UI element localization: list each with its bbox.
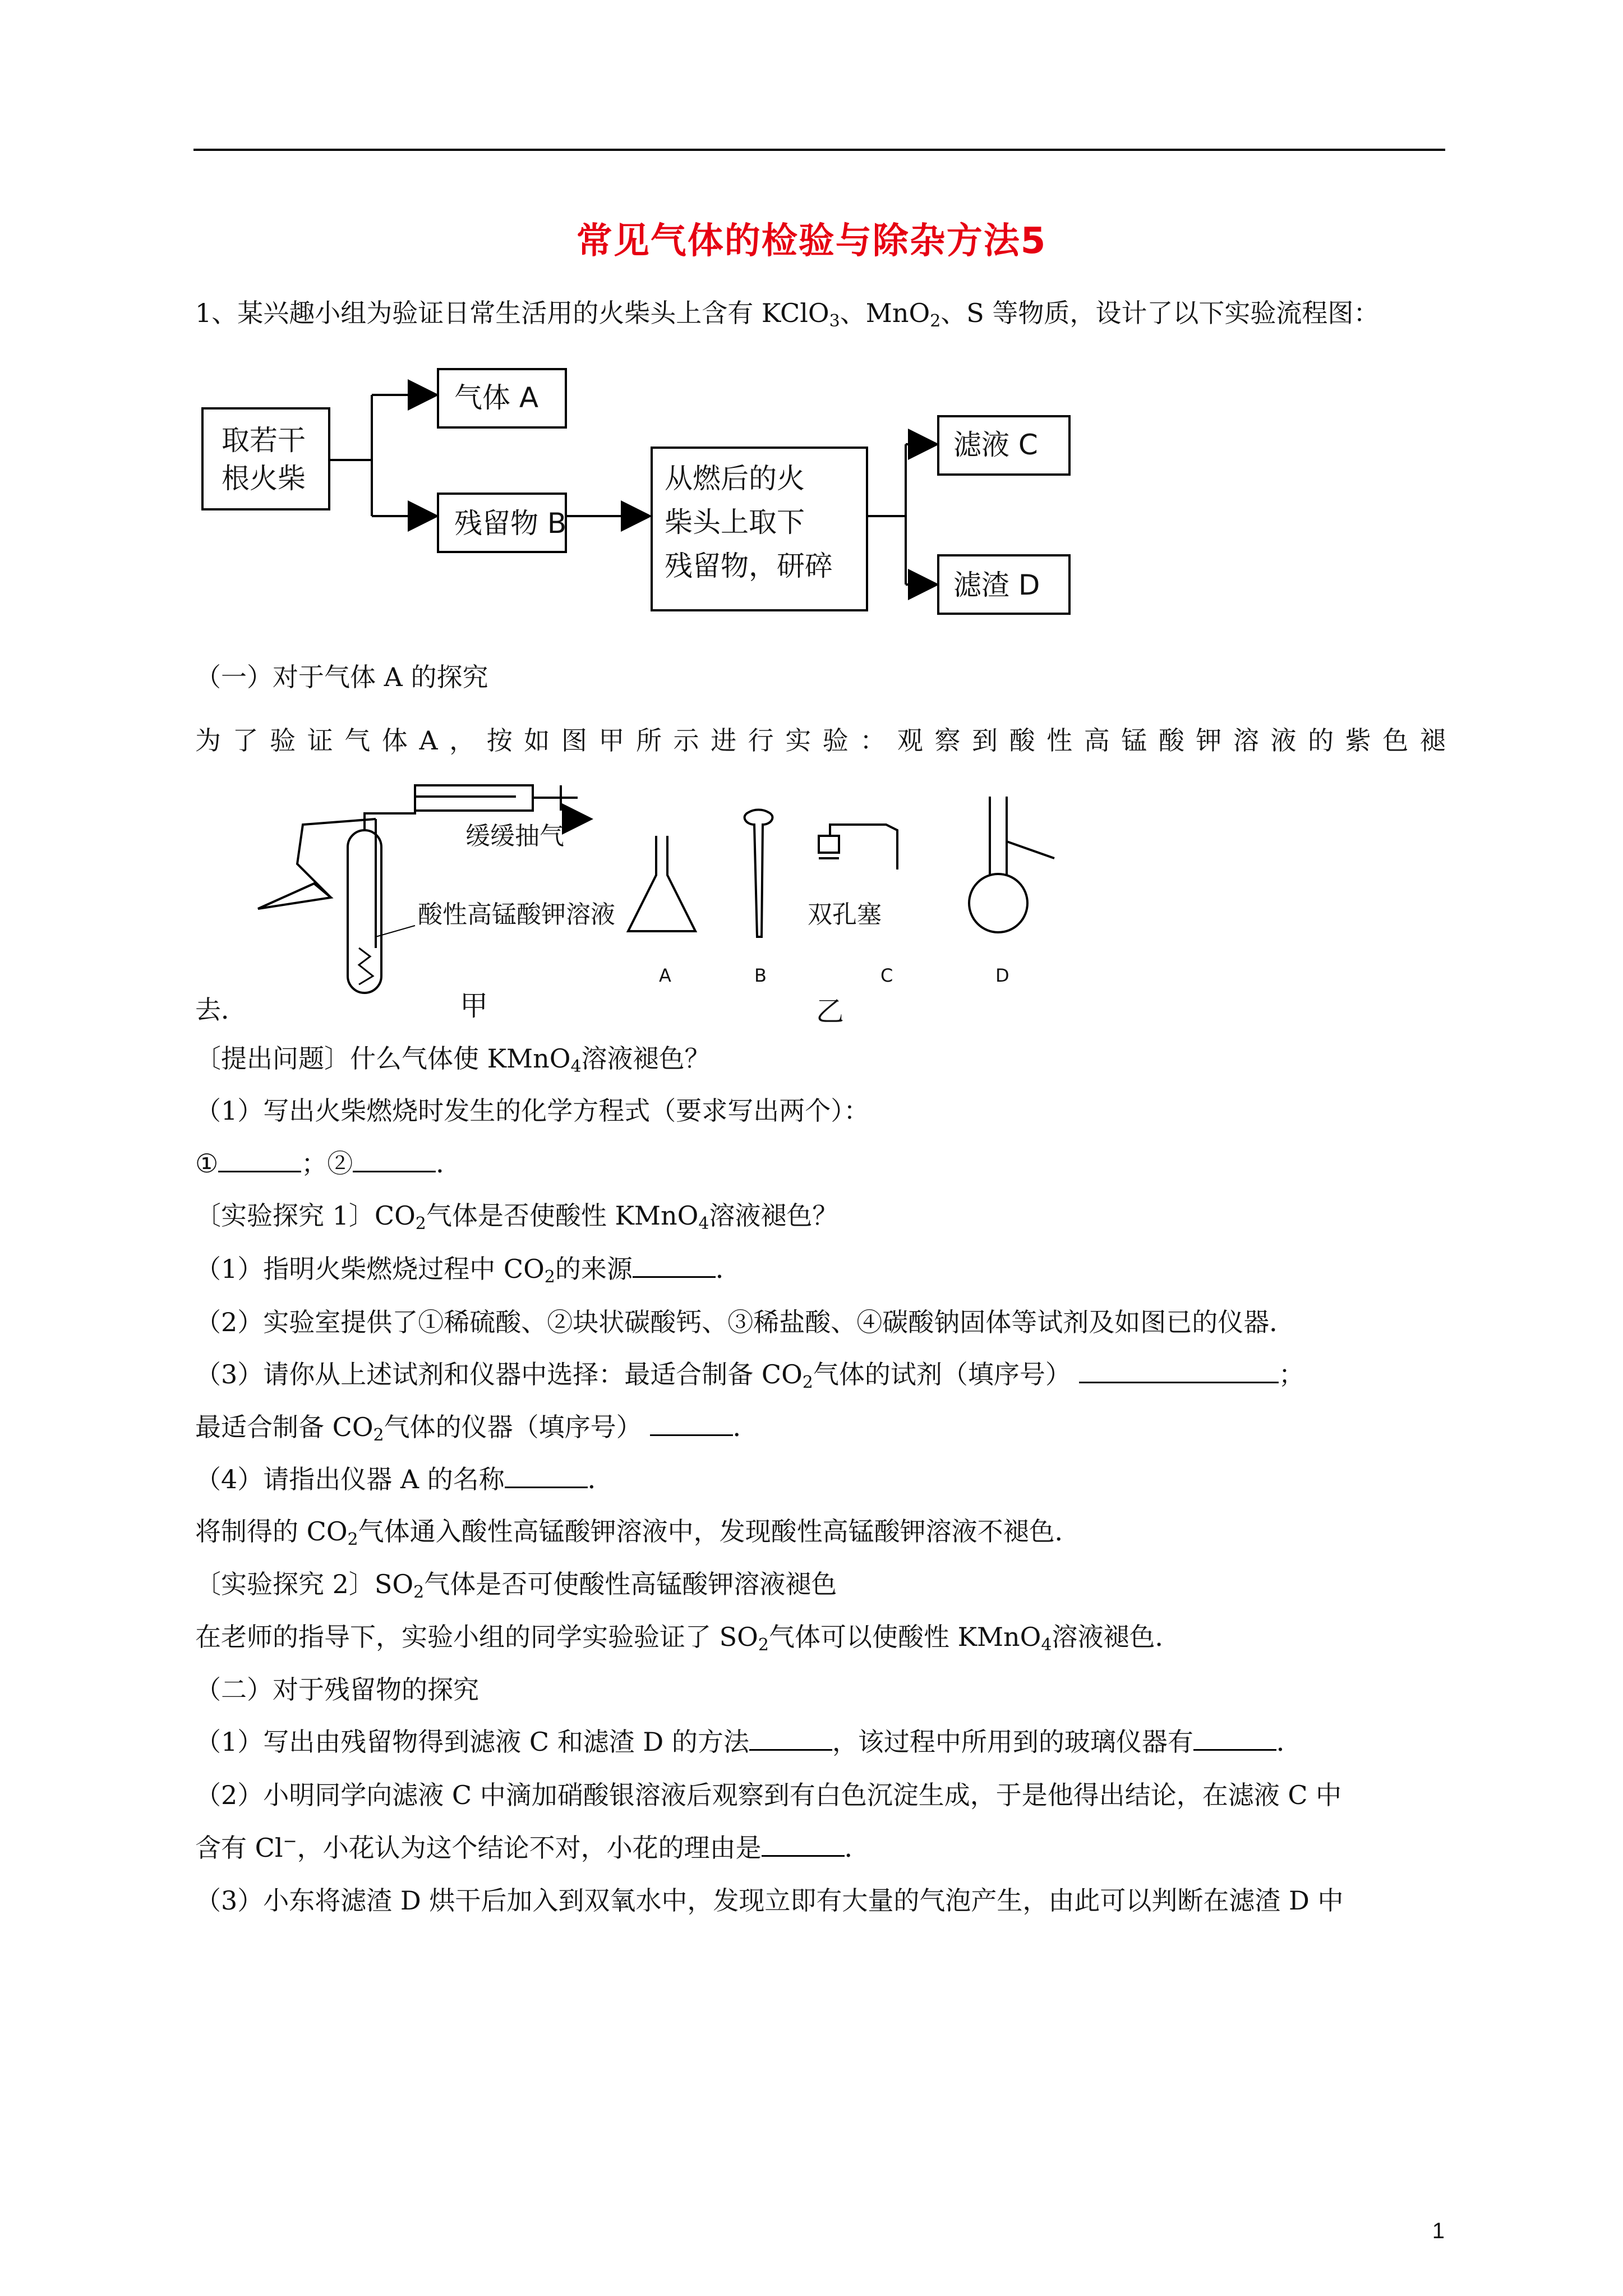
answer-blank-2[interactable] — [353, 1146, 436, 1172]
page-title: 常见气体的检验与除杂方法5 — [576, 220, 1047, 262]
intro-char: 示 — [673, 725, 699, 756]
apparatus-a-flask — [628, 836, 695, 931]
intro-char: 了 — [232, 725, 259, 756]
page-number: 1 — [1432, 2219, 1445, 2243]
intro-char: 验 — [270, 725, 296, 756]
flow-gas-label: 气体 A — [454, 381, 539, 414]
intro-char: ， — [449, 725, 476, 756]
intro-char: 酸 — [1158, 725, 1184, 756]
section-2-q3: （3）小东将滤渣 D 烘干后加入到双氧水中，发现立即有大量的气泡产生，由此可以判断在滤渣 D 中 — [195, 1885, 1344, 1916]
apparatus-c-stopper — [819, 836, 839, 853]
intro-char: 图 — [561, 725, 587, 756]
explore-1-q2: （2）实验室提供了①稀硫酸、②块状碳酸钙、③稀盐酸、④碳酸钠固体等试剂及如图已的仪器． — [195, 1307, 1295, 1337]
experiment-flowchart — [199, 353, 1096, 634]
section-1-intro — [195, 723, 1446, 758]
intro-char: 到 — [972, 725, 998, 756]
question-1-intro: 1、某兴趣小组为验证日常生活用的火柴头上含有 KClO$_3$、MnO$_2$、S 等物质，设计了以下实验流程图： — [195, 298, 1380, 331]
intro-char: 如 — [524, 725, 550, 756]
intro-char: 紫 — [1345, 725, 1371, 756]
intro-char: ： — [860, 725, 886, 756]
intro-char: A — [419, 725, 438, 756]
question-1-1-blanks: ① ；② ． — [195, 1145, 1446, 1181]
intro-char: 的 — [1308, 725, 1334, 756]
intro-char: 行 — [748, 725, 774, 756]
intro-char: 高 — [1083, 725, 1110, 756]
flow-start-line1: 取若干 — [222, 424, 306, 457]
pose-question: 〔提出问题〕什么气体使 KMnO$_4$溶液褪色？ — [195, 1043, 711, 1076]
syringe-barrel — [415, 785, 533, 811]
section-1-heading: （一）对于气体 A 的探究 — [195, 662, 488, 692]
intro-char: 钾 — [1196, 725, 1222, 756]
section-2-heading: （二）对于残留物的探究 — [195, 1674, 479, 1705]
answer-blank-1[interactable] — [218, 1146, 301, 1172]
section-1-intro-end: 去． — [195, 995, 247, 1025]
intro-char: 验 — [822, 725, 849, 756]
intro-char: 体 — [381, 725, 408, 756]
answer-blank-method[interactable] — [749, 1724, 832, 1751]
label-solution: 酸性高锰酸钾溶液 — [418, 900, 615, 929]
intro-char: 色 — [1382, 725, 1409, 756]
intro-char: 气 — [344, 725, 371, 756]
intro-char: 酸 — [1009, 725, 1035, 756]
intro-char: 溶 — [1233, 725, 1259, 756]
intro-char: 为 — [195, 725, 221, 756]
explore-1-note: 将制得的 $CO_2$气体通入酸性高锰酸钾溶液中，发现酸性高锰酸钾溶液不褪色． — [195, 1516, 1081, 1549]
apparatus-figure — [247, 763, 1166, 1027]
intro-char: 观 — [897, 725, 923, 756]
intro-char: 察 — [934, 725, 961, 756]
caption-jia: 甲 — [460, 990, 488, 1022]
flow-filtrate-label: 滤液 C — [953, 429, 1038, 461]
flow-residue-label: 残留物 B — [454, 507, 567, 540]
apparatus-d-flask — [969, 874, 1027, 932]
apparatus-b-funnel — [745, 810, 773, 937]
answer-blank-reagent[interactable] — [1079, 1357, 1279, 1383]
caption-d: D — [995, 965, 1009, 986]
intro-char: 锰 — [1121, 725, 1147, 756]
answer-blank-apparatus-a[interactable] — [505, 1462, 588, 1488]
answer-blank-glassware[interactable] — [1193, 1724, 1276, 1751]
answer-blank-instrument[interactable] — [650, 1410, 733, 1436]
label-pull-slowly: 缓缓抽气 — [465, 822, 564, 850]
explore-1-q4: （4）请指出仪器 A 的名称 ． — [195, 1461, 1446, 1497]
explore-2-heading: 〔实验探究 2〕$SO_2$气体是否可使酸性高锰酸钾溶液褪色 — [195, 1569, 837, 1602]
explore-1-q3b: 最适合制备 $CO_2$气体的仪器（填序号） ． — [195, 1409, 1446, 1445]
solution-hatch — [359, 948, 373, 984]
header-rule — [193, 149, 1445, 151]
flow-start-line2: 根火柴 — [222, 462, 306, 495]
label-two-hole-stopper: 双孔塞 — [808, 900, 882, 929]
intro-char: 实 — [785, 725, 811, 756]
intro-char: 性 — [1046, 725, 1073, 756]
explore-1-q3: （3）请你从上述试剂和仪器中选择：最适合制备 $CO_2$气体的试剂（填序号） ； — [195, 1356, 1446, 1392]
intro-char: 褪 — [1419, 725, 1446, 756]
flow-filter-residue-label: 滤渣 D — [953, 569, 1040, 601]
intro-char: 液 — [1270, 725, 1297, 756]
answer-blank-co2-source[interactable] — [633, 1251, 716, 1278]
flow-process-line1: 从燃后的火 — [665, 462, 805, 495]
intro-char: 按 — [486, 725, 513, 756]
explore-1-q1: （1）指明火柴燃烧过程中 $CO_2$的来源 ． — [195, 1251, 1446, 1287]
explore-2-note: 在老师的指导下，实验小组的同学实验验证了 $SO_2$气体可以使酸性 KMnO$_4$溶液褪色． — [195, 1622, 1181, 1655]
section-2-q2-line2: 含有 Cl−，小花认为这个结论不对，小花的理由是 ． — [195, 1832, 870, 1863]
caption-b: B — [754, 965, 767, 986]
intro-char: 证 — [307, 725, 333, 756]
explore-1-heading: 〔实验探究 1〕$CO_2$气体是否使酸性 KMnO$_4$溶液褪色？ — [195, 1200, 838, 1234]
flow-process-line2: 柴头上取下 — [665, 506, 805, 539]
question-1-1: （1）写出火柴燃烧时发生的化学方程式（要求写出两个）： — [195, 1096, 870, 1126]
caption-a: A — [659, 965, 671, 986]
caption-yi: 乙 — [816, 995, 844, 1027]
intro-char: 甲 — [598, 725, 625, 756]
intro-char: 所 — [635, 725, 662, 756]
answer-blank-reason[interactable] — [762, 1830, 845, 1857]
section-2-q1: （1）写出由残留物得到滤液 C 和滤渣 D 的方法 ，该过程中所用到的玻璃仪器有 ． — [195, 1724, 1446, 1760]
caption-c: C — [880, 965, 893, 986]
section-2-q2-line1: （2）小明同学向滤液 C 中滴加硝酸银溶液后观察到有白色沉淀生成，于是他得出结论，在滤液 C 中 — [195, 1780, 1342, 1810]
intro-char: 进 — [711, 725, 737, 756]
flow-process-line3: 残留物，研碎 — [665, 550, 833, 582]
